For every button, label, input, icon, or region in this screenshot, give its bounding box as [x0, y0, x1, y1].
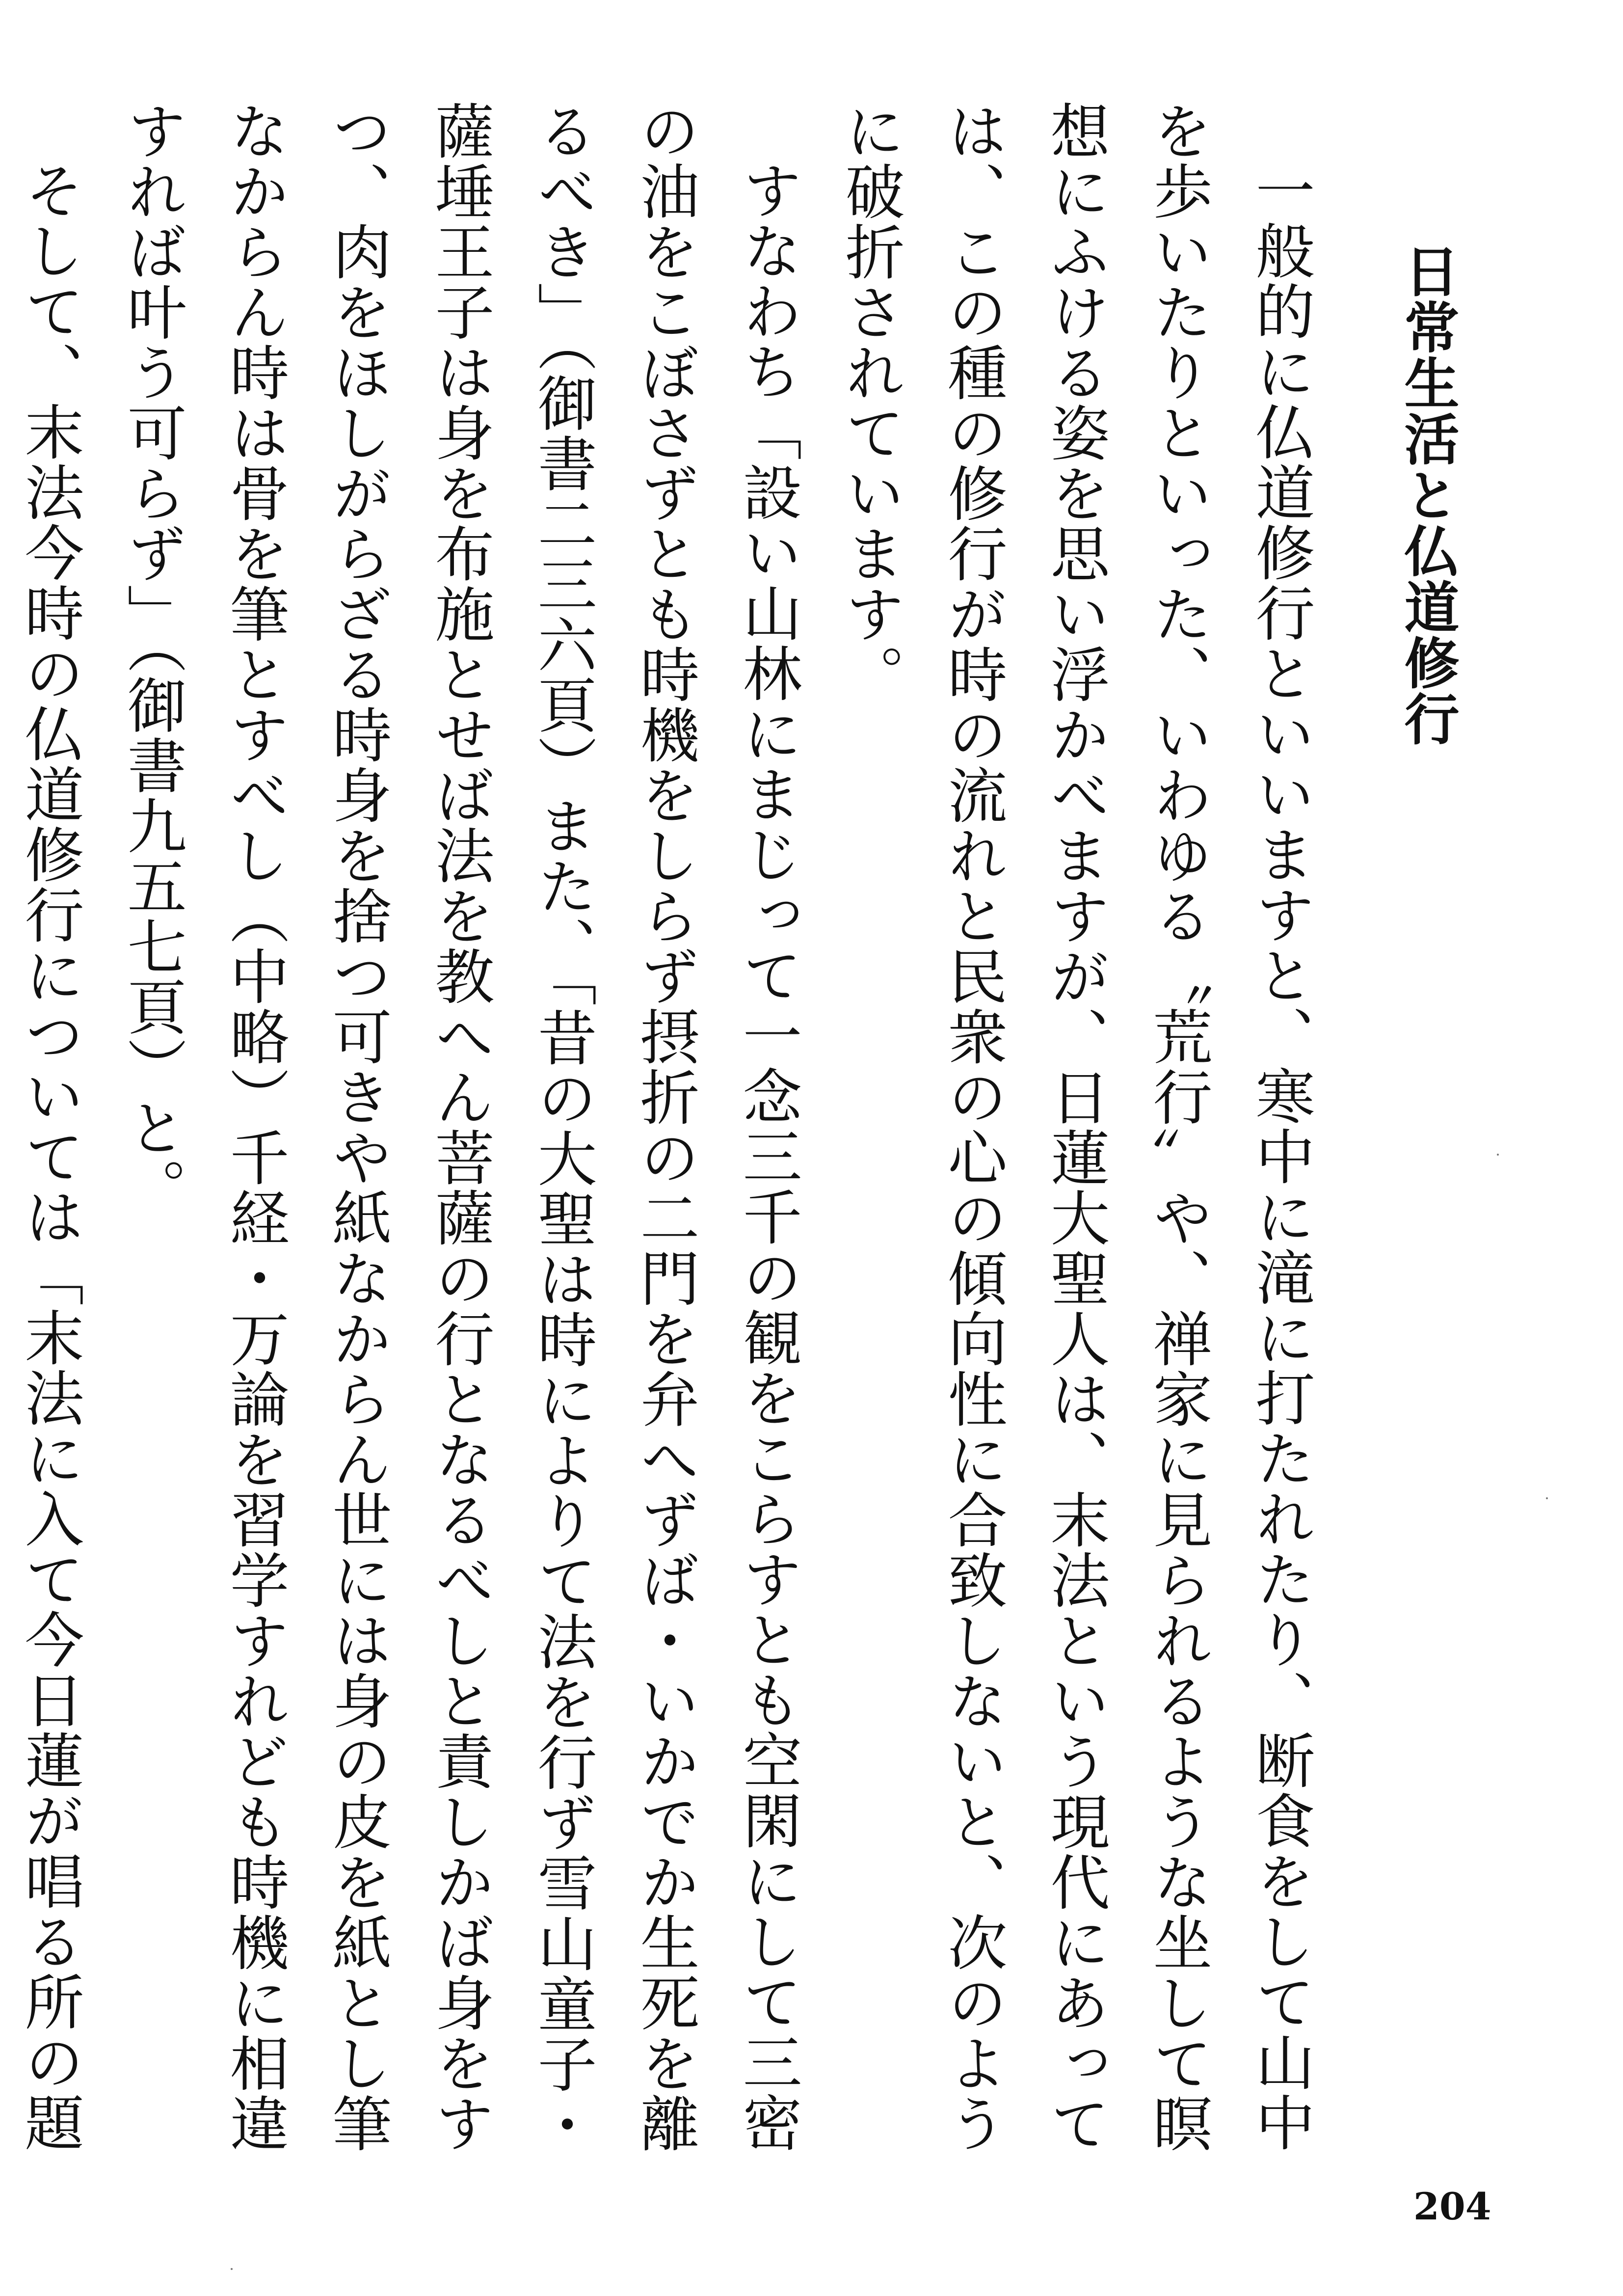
page-number: 204 [1413, 2185, 1491, 2228]
scan-speck [231, 2268, 233, 2270]
scan-speck [1497, 1154, 1499, 1156]
scan-speck [1546, 1497, 1548, 1499]
paragraph-2: すなわち「設い山林にまじって一念三千の観をこらすとも空閑にして三密の油をこぼさずとも時機をしらず摂折の二門を弁へずば・いかでか生死を離るべき」（御書二三六頁）また、「昔の大聖は時によりて法を行ず雪山童子・薩埵王子は身を布施とせば法を教へん菩薩の行となるべしと責しかば身をすつ、肉をほしがらざる時身を捨つ可きや紙なからん世には身の皮を紙とし筆なからん時は骨を筆とすべし（中略）千経・万論を習学すれども時機に相違すれば叶う可らず」（御書九五七頁）と。 [117, 101, 802, 2155]
section-heading: 日常生活と仏道修行 [1395, 243, 1459, 747]
vertical-text-block [15, 101, 1478, 2177]
paragraph-1: 一般的に仏道修行といいますと、寒中に滝に打たれたり、断食をして山中を歩いたりといった、いわゆる〝荒行〟や、禅家に見られるような坐して瞑想にふける姿を思い浮かべますが、日蓮大聖人は、末法という現代にあっては、この種の修行が時の流れと民衆の心の傾向性に合致しないと、次のように破折されています。 [835, 101, 1315, 2154]
paragraph-3: そして、末法今時の仏道修行については「末法に入て今日蓮が唱る所の題 [15, 160, 84, 2153]
